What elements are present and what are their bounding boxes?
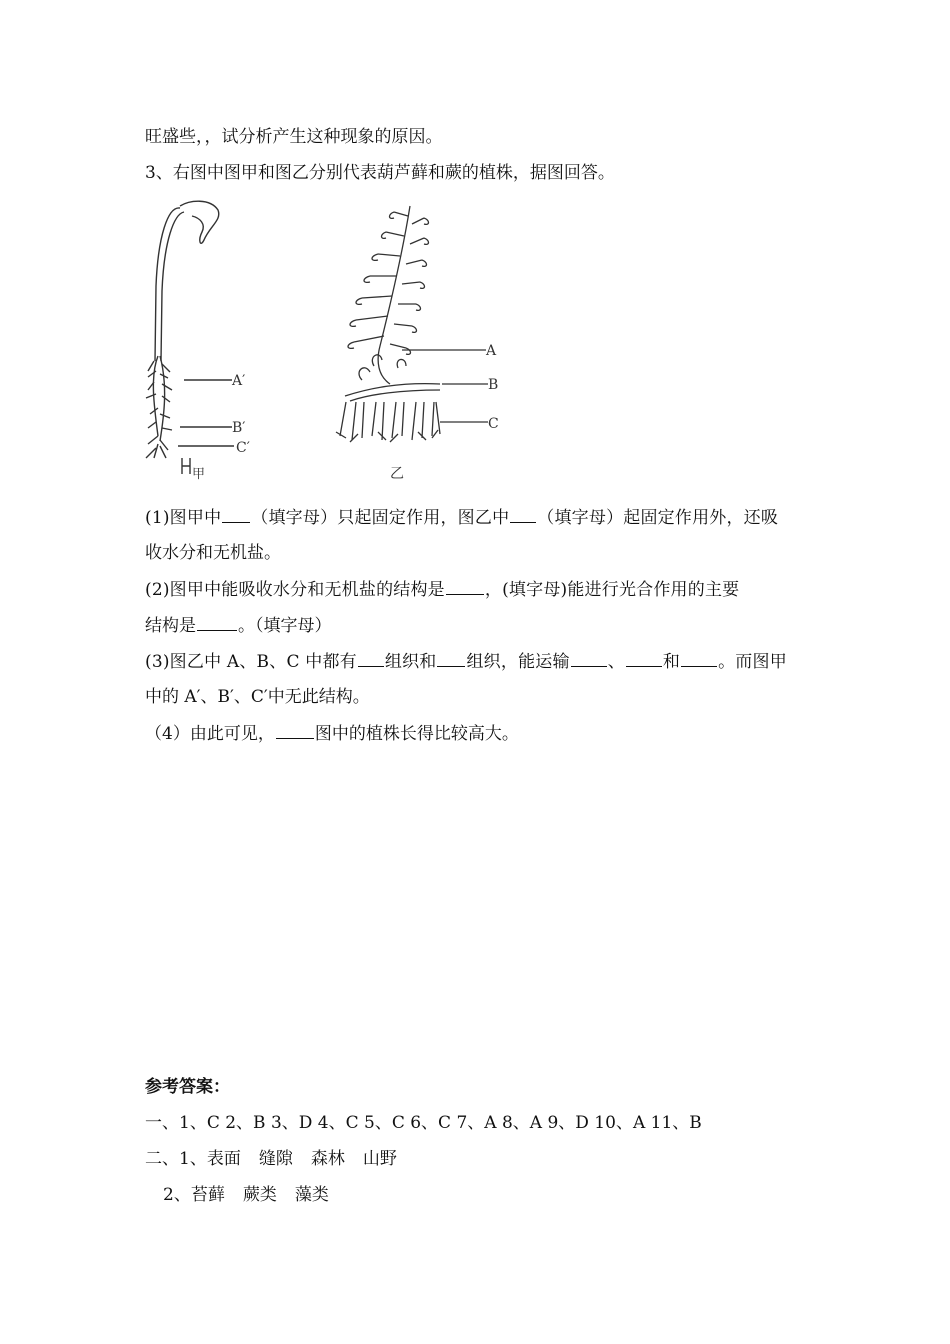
- answers-title: 参考答案：: [145, 1077, 230, 1097]
- ans3-b: 蕨类: [242, 1185, 277, 1205]
- question-2-line-2: [145, 614, 332, 637]
- answer-blank[interactable]: [222, 506, 250, 523]
- moss-fern-diagram: [140, 196, 540, 486]
- question-1-line-2: 收水分和无机盐。: [145, 543, 281, 563]
- q3-text-a: (3)图乙中 A、B、C 中都有: [145, 652, 357, 672]
- answer-blank[interactable]: [626, 650, 662, 667]
- q1-text-b: （填字母）只起固定作用，图乙中: [251, 508, 510, 528]
- q1-text-a: (1)图甲中: [145, 508, 222, 528]
- label-b: B: [488, 377, 499, 393]
- q4-text-a: （4）由此可见，: [145, 724, 275, 744]
- answer-blank[interactable]: [358, 650, 384, 667]
- ans2-a: 二、1、表面: [145, 1149, 241, 1169]
- moss-plant: [146, 201, 234, 474]
- question-3-line-2: 中的 A′、B′、C′中无此结构。: [145, 687, 370, 707]
- label-a-prime: A′: [232, 373, 246, 389]
- answer-blank[interactable]: [510, 506, 536, 523]
- ans2-d: 山野: [362, 1149, 397, 1169]
- ans3-c: 藻类: [294, 1185, 329, 1205]
- answer-blank[interactable]: [681, 650, 717, 667]
- answer-blank[interactable]: [446, 578, 484, 595]
- q2-text-a: (2)图甲中能吸收水分和无机盐的结构是: [145, 580, 445, 600]
- label-c-prime: C′: [236, 440, 250, 456]
- label-c: C: [488, 416, 499, 432]
- plant-figure: [140, 196, 540, 486]
- q2-text-c: 结构是: [145, 616, 196, 636]
- ans3-a: 2、苔藓: [163, 1185, 225, 1205]
- q3-text-b: 组织和: [384, 652, 437, 672]
- fern-plant: [336, 206, 488, 442]
- answer-blank[interactable]: [197, 614, 237, 631]
- q4-text-b: 图中的植株长得比较高大。: [314, 724, 519, 744]
- q3-text-c: 组织，能运输: [466, 652, 570, 672]
- label-a: A: [486, 343, 497, 359]
- q2-text-d: 。（填字母）: [238, 616, 332, 636]
- text-line-1: 旺盛些，，试分析产生这种现象的原因。: [145, 127, 443, 147]
- answer-blank[interactable]: [571, 650, 607, 667]
- question-1-line-1: [145, 506, 778, 529]
- caption-yi: 乙: [390, 466, 404, 482]
- question-3-line-1: [145, 650, 787, 673]
- question-4-line: [145, 722, 519, 745]
- answer-blank[interactable]: [276, 722, 314, 739]
- q3-text-f: 。而图甲: [718, 652, 787, 672]
- label-b-prime: B′: [232, 420, 246, 436]
- answers-section-2-item-2: [163, 1184, 329, 1206]
- q2-text-b: ，(填字母)能进行光合作用的主要: [484, 580, 740, 600]
- question-2-line-1: [145, 578, 739, 601]
- q3-text-e: 和: [662, 652, 681, 672]
- caption-jia: 甲: [192, 467, 206, 482]
- answers-section-2: [145, 1148, 397, 1170]
- answers-section-1: 一、1、C 2、B 3、D 4、C 5、C 6、C 7、A 8、A 9、D 10、A 11、B: [145, 1113, 702, 1133]
- question-3-title: 3、右图中图甲和图乙分别代表葫芦藓和蕨的植株，据图回答。: [145, 163, 615, 183]
- q3-text-d: 、: [607, 652, 625, 672]
- answer-blank[interactable]: [437, 650, 465, 667]
- q1-text-c: （填字母）起固定作用外，还吸: [537, 508, 779, 528]
- ans2-b: 缝隙: [258, 1149, 293, 1169]
- ans2-c: 森林: [310, 1149, 345, 1169]
